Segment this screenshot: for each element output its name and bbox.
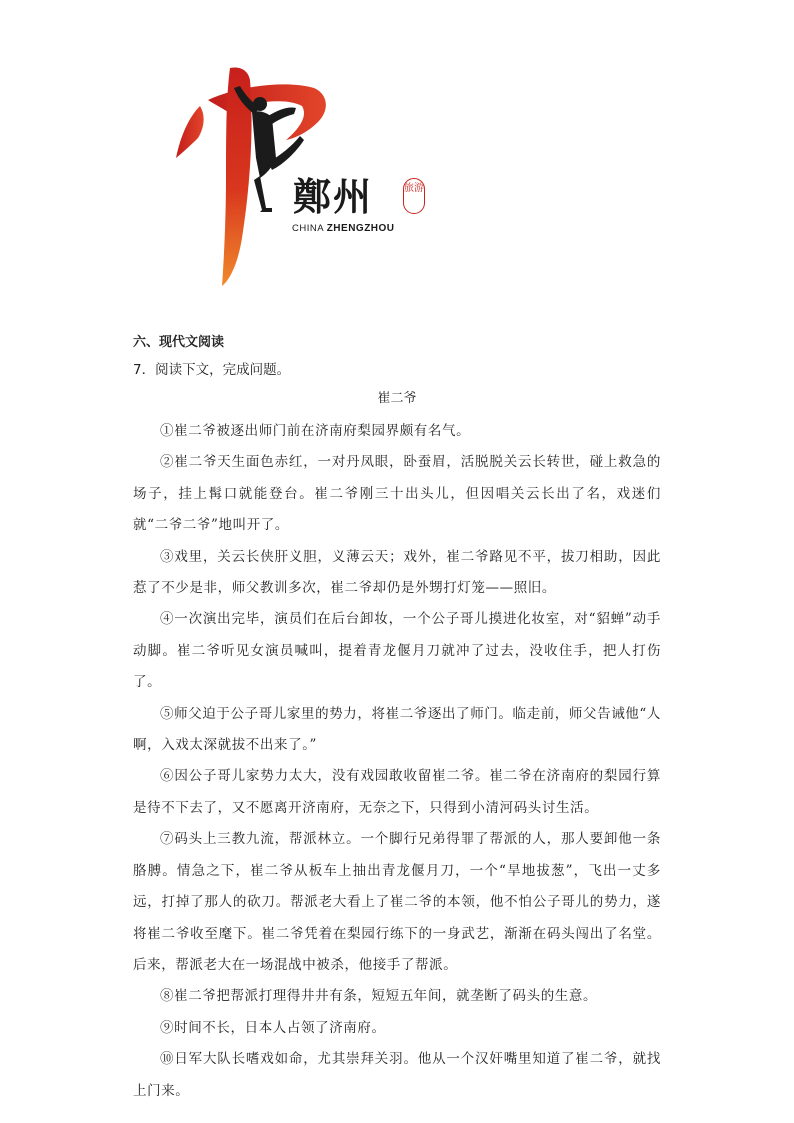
paragraph-3: ③戏里，关云长侠肝义胆，义薄云天；戏外，崔二爷路见不平，拔刀相助，因此惹了不少是非，师父教训多次，崔二爷却仍是外甥打灯笼——照旧。 [133,548,661,597]
paragraph-9: ⑨时间不长，日本人占领了济南府。 [160,1019,386,1036]
paragraph-4: ④一次演出完毕，演员们在后台卸妆，一个公子哥儿摸进化妆室，对“貂蝉”动手动脚。崔二爷听见女演员喊叫，提着青龙偃月刀就冲了过去，没收住手，把人打伤了。 [133,611,661,691]
paragraph-6: ⑥因公子哥儿家势力太大，没有戏园敢收留崔二爷。崔二爷在济南府的梨园行算是待不下去了，又不愿离开济南府，无奈之下，只得到小清河码头讨生活。 [133,768,661,816]
story-title: 崔二爷 [377,391,417,406]
zhengzhou-logo [168,58,458,288]
paragraph-10: ⑩日军大队长嗜戏如命，尤其崇拜关羽。他从一个汉奸嘴里知道了崔二爷，就找上门来。 [133,1051,661,1099]
paragraph-1: ①崔二爷被逐出师门前在济南府梨园界颇有名气。 [160,423,471,439]
logo-city-name: 鄭州 [293,174,374,219]
paragraph-2: ②崔二爷天生面色赤红，一对丹凤眼，卧蚕眉，活脱脱关云长转世，碰上救急的场子，挂上髯口就能登台。崔二爷刚三十出头儿，但因唱关云长出了名，戏迷们就“二爷二爷”地叫开了。 [133,454,661,534]
paragraph-8: ⑧崔二爷把帮派打理得井井有条，短短五年间，就垄断了码头的生意。 [160,988,598,1005]
story-body [133,416,661,1107]
paragraph-5: ⑤师父迫于公子哥儿家里的势力，将崔二爷逐出了师门。临走前，师父告诫他“人啊，入戏太深就拔不出来了。” [133,705,662,754]
logo-english-name [292,223,395,234]
logo-seal: 旅游 [403,178,425,214]
paragraph-7: ⑦码头上三教九流，帮派林立。一个脚行兄弟得罪了帮派的人，那人要卸他一条胳膊。情急之下，崔二爷从板车上抽出青龙偃月刀，一个“旱地拔葱”，飞出一丈多远，打掉了那人的砍刀。帮派老大看上了崔二爷的本领，他不怕公子哥儿的势力，遂将崔二爷收至麾下。崔二爷凭着在梨园行练下的一身武艺，渐渐在码头闯出了名堂。后来，帮派老大在一场混战中被杀，他接手了帮派。 [133,831,661,973]
section-title: 六、现代文阅读 [133,335,225,350]
question-prompt: 7．阅读下文，完成问题。 [133,362,291,378]
logo-english-china: CHINA [292,223,324,234]
logo-english-zhengzhou: ZHENGZHOU [326,223,395,234]
